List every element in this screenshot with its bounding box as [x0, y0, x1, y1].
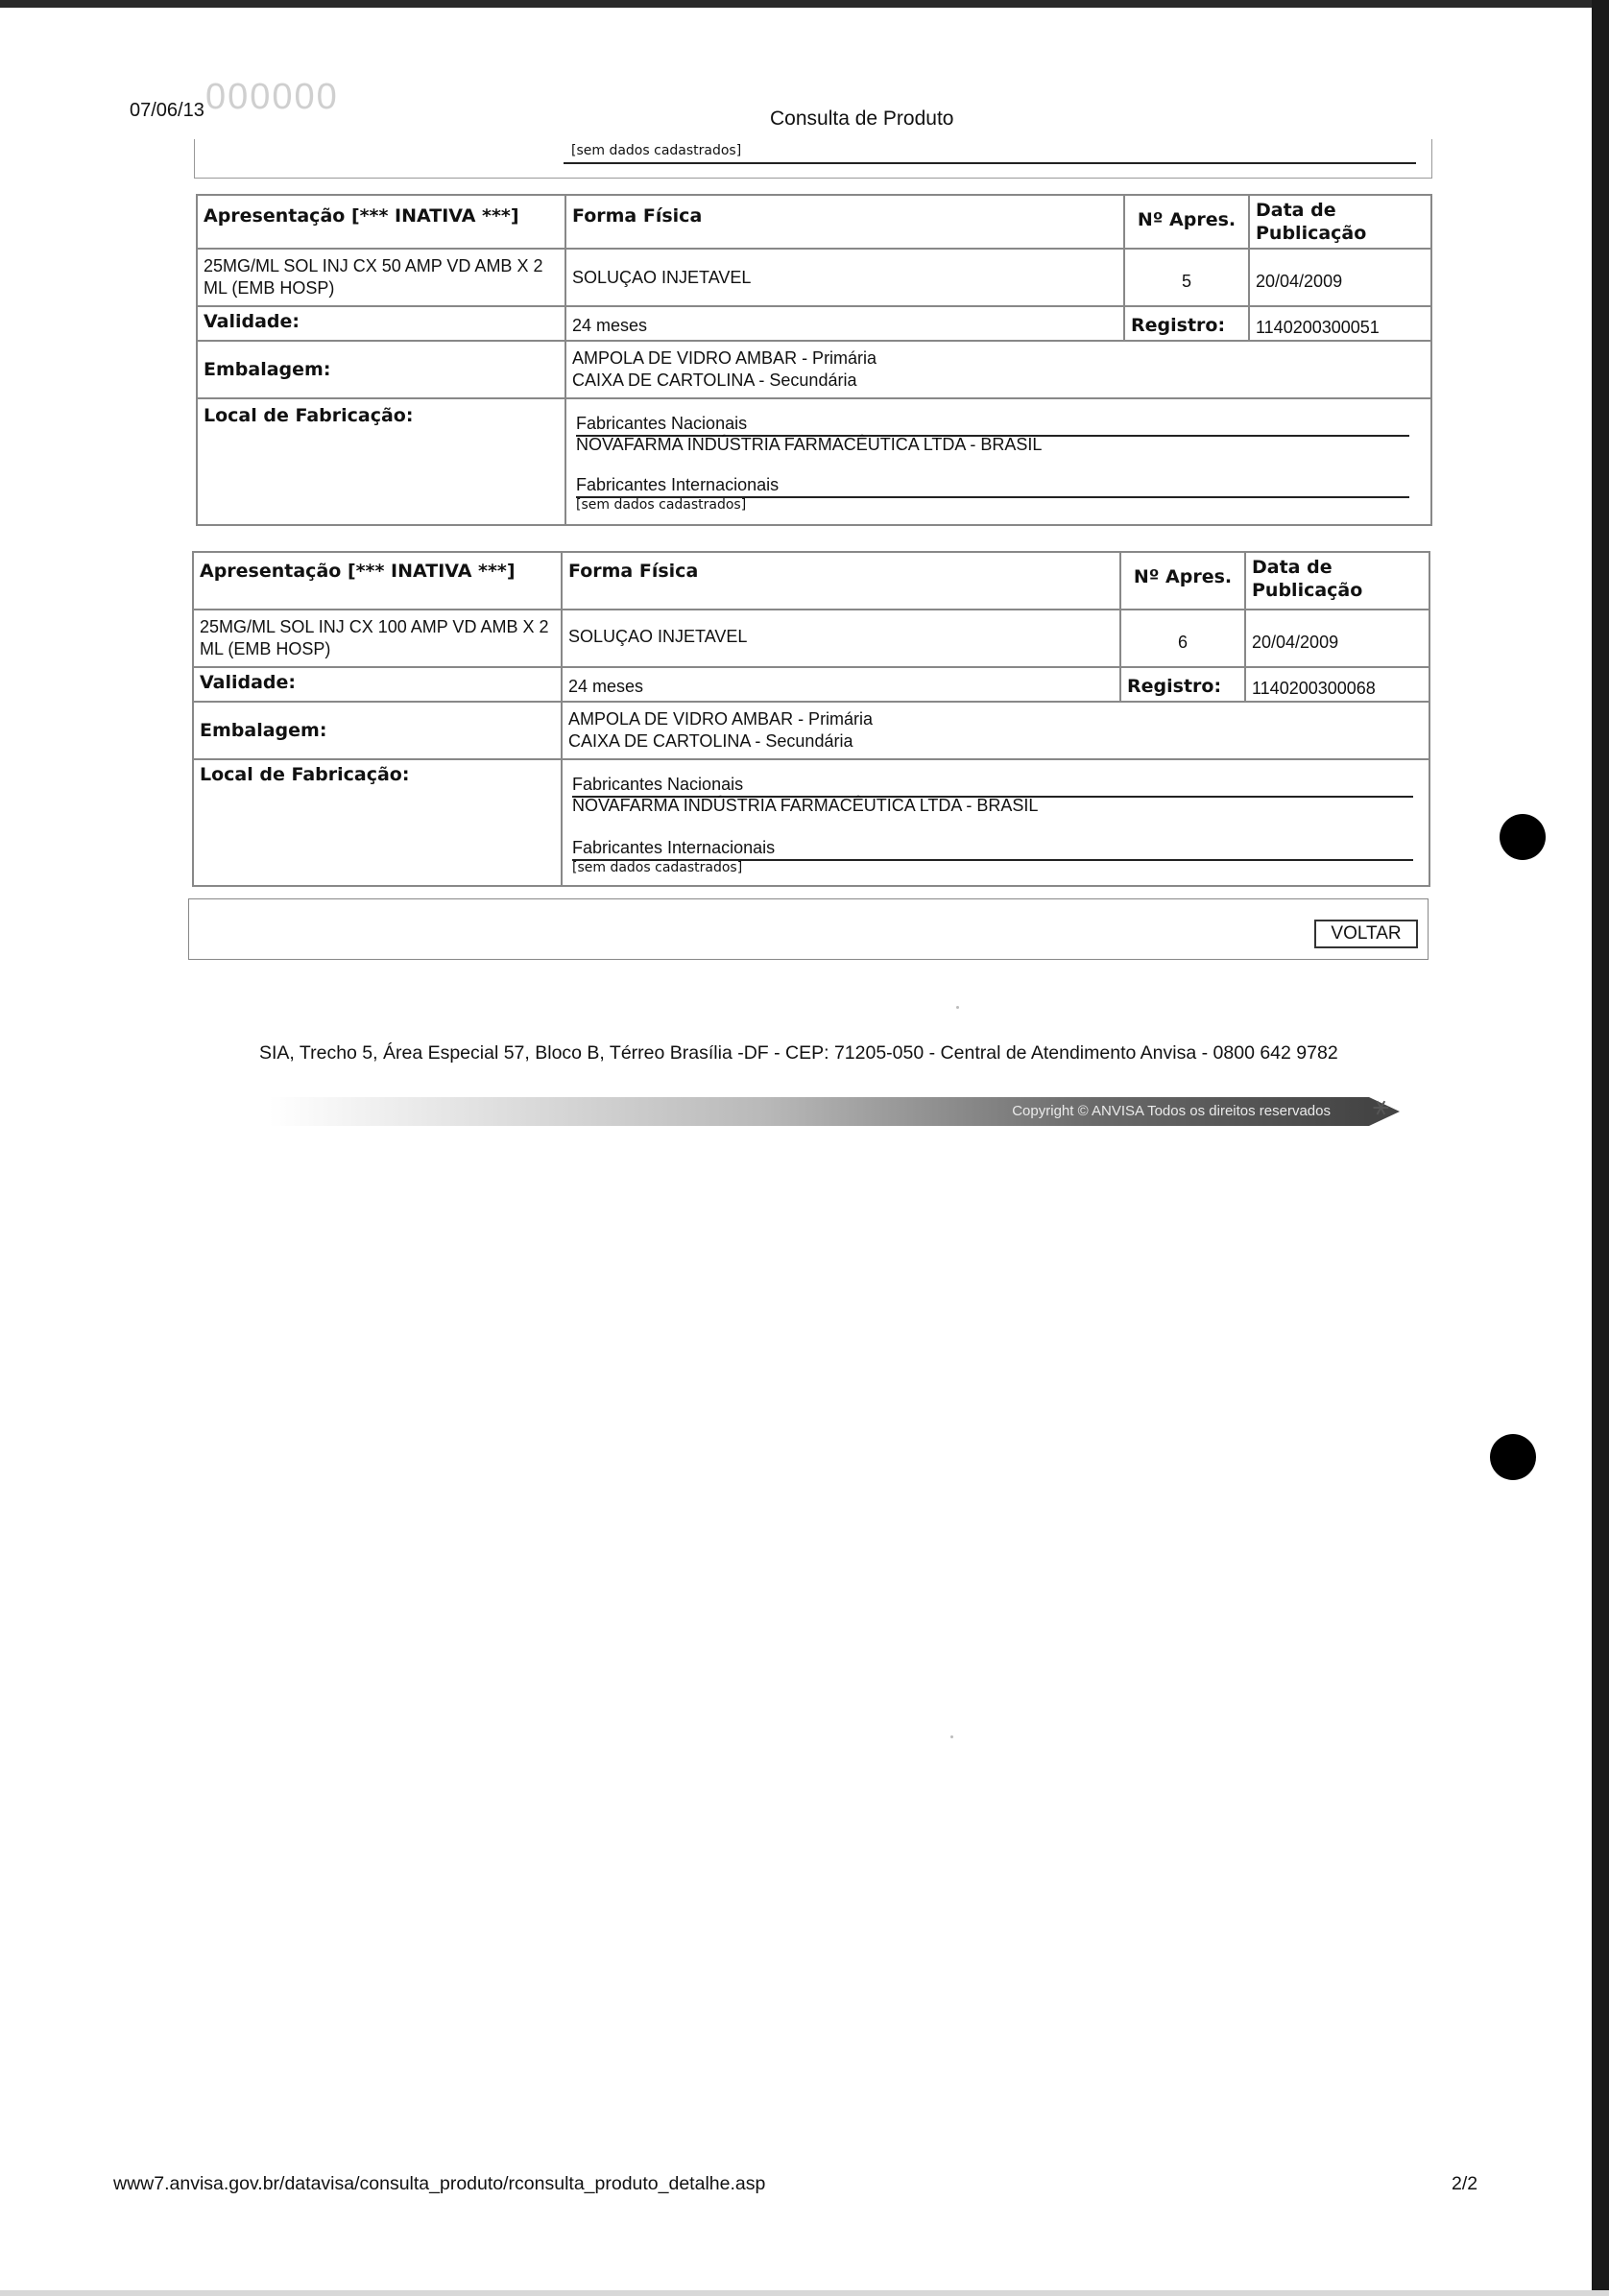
validade-label: Validade: [197, 306, 565, 341]
page-title: Consulta de Produto [770, 108, 954, 130]
n-apres-header: Nº Apres. [1120, 552, 1245, 610]
anvisa-logo-icon: ⚹ [1373, 1090, 1389, 1120]
apresentacao-value: 25MG/ML SOL INJ CX 50 AMP VD AMB X 2 ML (EMB HOSP) [197, 249, 565, 306]
scan-edge-top [0, 0, 1609, 8]
forma-fisica-value: SOLUÇAO INJETAVEL [565, 249, 1124, 306]
registro-label: Registro: [1120, 667, 1245, 702]
actions-row [188, 898, 1429, 960]
scan-edge-bottom [0, 2290, 1609, 2296]
data-publicacao-value: 20/04/2009 [1245, 610, 1429, 667]
previous-international-value: [sem dados cadastrados] [564, 139, 1416, 164]
record-block [196, 194, 1432, 526]
embalagem-primaria: AMPOLA DE VIDRO AMBAR - Primária [568, 709, 874, 729]
previous-record-tail [194, 139, 1432, 179]
apresentacao-value: 25MG/ML SOL INJ CX 100 AMP VD AMB X 2 ML (EMB HOSP) [193, 610, 562, 667]
page-url: www7.anvisa.gov.br/datavisa/consulta_produto/rconsulta_produto_detalhe.asp [113, 2173, 766, 2194]
apresentacao-header: Apresentação [*** INATIVA ***] [197, 195, 565, 249]
binder-hole [1500, 814, 1546, 860]
record-block [192, 551, 1430, 887]
embalagem-primaria: AMPOLA DE VIDRO AMBAR - Primária [572, 348, 877, 368]
fabricantes-internacionais-label: Fabricantes Internacionais [572, 837, 1413, 861]
data-publicacao-header: Data de Publicação [1245, 552, 1429, 610]
voltar-button[interactable]: VOLTAR [1314, 920, 1418, 948]
footer-address: SIA, Trecho 5, Área Especial 57, Bloco B, Térreo Brasília -DF - CEP: 71205-050 - Central de Atendimento Anvisa - 0800 642 9782 [259, 1042, 1338, 1064]
embalagem-value [562, 702, 1429, 759]
validade-value: 24 meses [562, 667, 1120, 702]
page-number: 2/2 [1452, 2173, 1478, 2194]
fabricante-internacional-value: [sem dados cadastrados] [576, 497, 747, 513]
embalagem-label: Embalagem: [197, 341, 565, 398]
n-apres-value: 6 [1120, 610, 1245, 667]
print-date: 07/06/13 [130, 100, 204, 121]
copyright-bar [269, 1097, 1369, 1126]
embalagem-value [565, 341, 1431, 398]
validade-label: Validade: [193, 667, 562, 702]
embalagem-secundaria: CAIXA DE CARTOLINA - Secundária [572, 370, 857, 390]
fabricante-internacional-value: [sem dados cadastrados] [572, 860, 743, 875]
data-publicacao-header: Data de Publicação [1249, 195, 1431, 249]
registro-value: 1140200300051 [1249, 306, 1431, 341]
copyright-text: Copyright © ANVISA Todos os direitos reservados [1012, 1103, 1331, 1119]
fabricantes-nacionais-label: Fabricantes Nacionais [576, 413, 1409, 437]
embalagem-secundaria: CAIXA DE CARTOLINA - Secundária [568, 730, 853, 751]
forma-fisica-header: Forma Física [565, 195, 1124, 249]
local-fabricacao-label: Local de Fabricação: [193, 759, 562, 886]
registro-value: 1140200300068 [1245, 667, 1429, 702]
local-fabricacao-value [562, 759, 1429, 886]
forma-fisica-value: SOLUÇAO INJETAVEL [562, 610, 1120, 667]
registro-label: Registro: [1124, 306, 1249, 341]
local-fabricacao-label: Local de Fabricação: [197, 398, 565, 525]
binder-hole [1490, 1434, 1536, 1480]
forma-fisica-header: Forma Física [562, 552, 1120, 610]
data-publicacao-value: 20/04/2009 [1249, 249, 1431, 306]
embalagem-label: Embalagem: [193, 702, 562, 759]
scan-speck [956, 1006, 959, 1009]
validade-value: 24 meses [565, 306, 1124, 341]
apresentacao-header: Apresentação [*** INATIVA ***] [193, 552, 562, 610]
fabricante-nacional-value: NOVAFARMA INDÚSTRIA FARMACÊUTICA LTDA - BRASIL [576, 435, 1043, 454]
fabricante-nacional-value: NOVAFARMA INDÚSTRIA FARMACÊUTICA LTDA - BRASIL [572, 796, 1039, 815]
n-apres-value: 5 [1124, 249, 1249, 306]
fabricantes-nacionais-label: Fabricantes Nacionais [572, 774, 1413, 798]
scan-speck [950, 1735, 953, 1738]
page-stamp: 000000 [205, 77, 339, 117]
scan-edge-right [1592, 0, 1609, 2296]
fabricantes-internacionais-label: Fabricantes Internacionais [576, 474, 1409, 498]
local-fabricacao-value [565, 398, 1431, 525]
n-apres-header: Nº Apres. [1124, 195, 1249, 249]
